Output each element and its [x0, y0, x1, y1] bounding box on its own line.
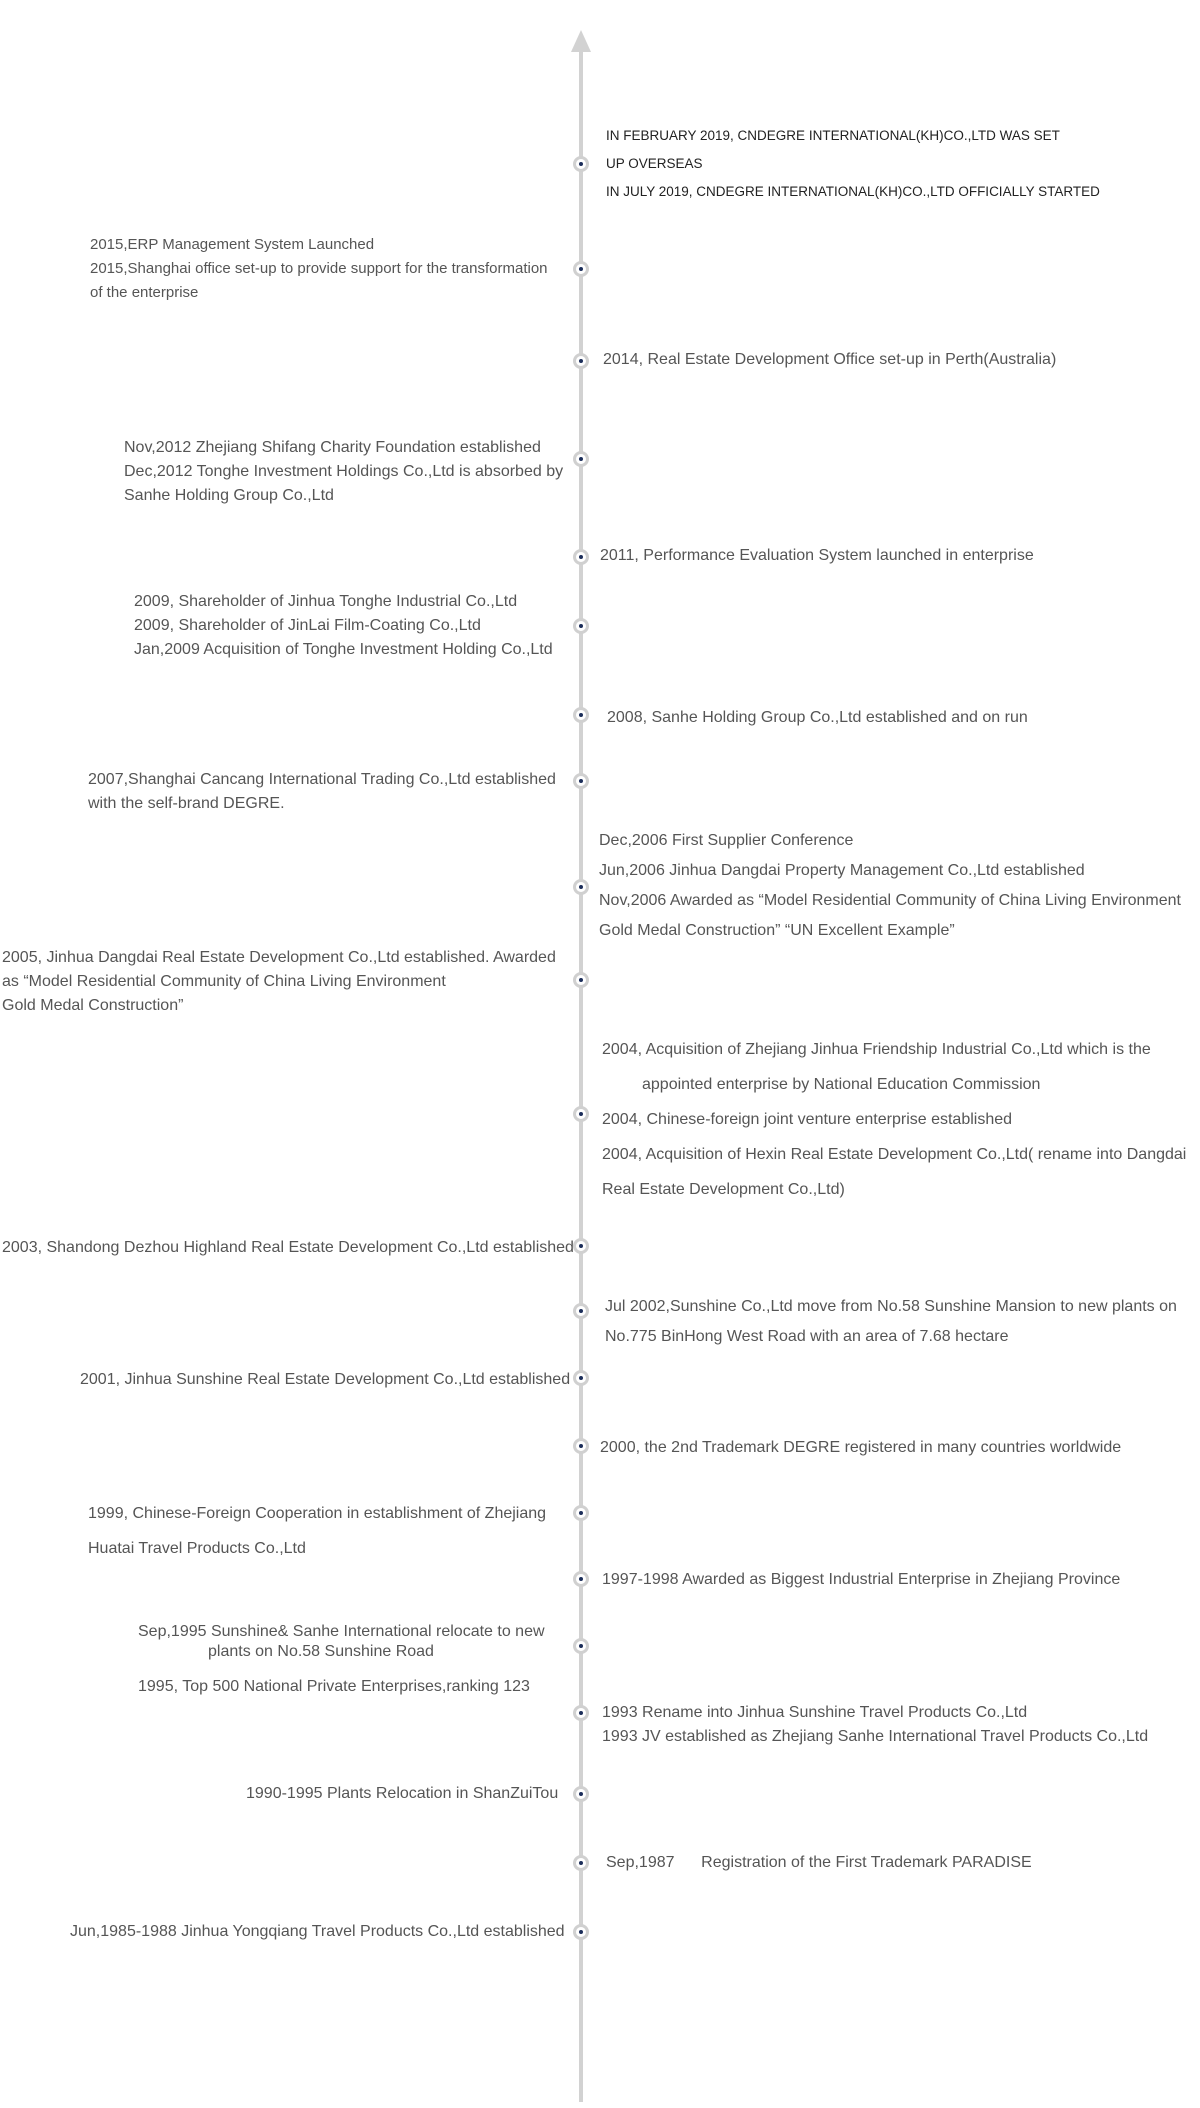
entry-line: 2007,Shanghai Cancang International Trading Co.,Ltd established: [88, 771, 556, 788]
timeline-node: [573, 972, 589, 988]
entry-line: Dec,2012 Tonghe Investment Holdings Co.,Ltd is absorbed by: [124, 463, 564, 480]
timeline-node: [573, 261, 589, 277]
entry-line: 2014, Real Estate Development Office set-up in Perth(Australia): [603, 351, 1057, 368]
timeline-entry-1995: [138, 1622, 545, 1697]
timeline-node: [573, 1786, 589, 1802]
timeline-node: [573, 1705, 589, 1721]
entry-line: 2001, Jinhua Sunshine Real Estate Development Co.,Ltd established: [80, 1371, 571, 1388]
entry-line: 2015,Shanghai office set-up to provide support for the transformation: [90, 260, 548, 277]
timeline-node: [573, 1438, 589, 1454]
timeline-entry-1997: [602, 1568, 1120, 1592]
entry-line: Sanhe Holding Group Co.,Ltd: [124, 487, 334, 504]
entry-line: Nov,2006 Awarded as “Model Residential Community of China Living Environment: [599, 892, 1181, 909]
entry-line: 2000, the 2nd Trademark DEGRE registered in many countries worldwide: [600, 1439, 1122, 1456]
entry-line: as “Model Residential Community of China Living Environment: [2, 973, 446, 990]
entry-line: 2004, Acquisition of Zhejiang Jinhua Friendship Industrial Co.,Ltd which is the: [602, 1041, 1151, 1058]
entry-line: plants on No.58 Sunshine Road: [208, 1643, 434, 1660]
timeline-node: [573, 1106, 589, 1122]
entry-line: Nov,2012 Zhejiang Shifang Charity Foundation established: [124, 439, 541, 456]
entry-line: 2005, Jinhua Dangdai Real Estate Development Co.,Ltd established. Awarded: [2, 949, 556, 966]
timeline-node: [573, 1370, 589, 1386]
timeline-node: [573, 1638, 589, 1654]
timeline-entry-1999: [88, 1496, 546, 1566]
timeline-entry-2000: [600, 1436, 1121, 1460]
entry-line: Jun,1985-1988 Jinhua Yongqiang Travel Products Co.,Ltd established: [70, 1923, 565, 1940]
entry-line: 2004, Acquisition of Hexin Real Estate Development Co.,Ltd( rename into Dangdai: [602, 1146, 1187, 1163]
timeline-node: [573, 773, 589, 789]
entry-line: 2003, Shandong Dezhou Highland Real Estate Development Co.,Ltd established: [2, 1239, 574, 1256]
entry-line: 1995, Top 500 National Private Enterprises,ranking 123: [138, 1678, 530, 1695]
timeline-entry-2009: [134, 590, 553, 662]
timeline-entry-1987: [606, 1851, 1032, 1875]
entry-line: Dec,2006 First Supplier Conference: [599, 832, 854, 849]
entry-line: 2009, Shareholder of JinLai Film-Coating Co.,Ltd: [134, 617, 481, 634]
entry-line: Jul 2002,Sunshine Co.,Ltd move from No.58 Sunshine Mansion to new plants on: [605, 1298, 1177, 1315]
entry-line: 2004, Chinese-foreign joint venture enterprise established: [602, 1111, 1013, 1128]
timeline-entry-2015: [90, 233, 548, 305]
entry-line: Sep,1987 Registration of the First Trademark PARADISE: [606, 1854, 1032, 1871]
timeline-node: [573, 707, 589, 723]
timeline-entry-1990: [246, 1782, 558, 1806]
entry-line: Sep,1995 Sunshine& Sanhe International relocate to new: [138, 1623, 545, 1640]
entry-line: No.775 BinHong West Road with an area of 7.68 hectare: [605, 1328, 1009, 1345]
timeline-entry-2006: [599, 826, 1181, 946]
entry-line: Gold Medal Construction”: [2, 997, 184, 1014]
entry-line: with the self-brand DEGRE.: [88, 795, 285, 812]
entry-line: 2011, Performance Evaluation System launched in enterprise: [600, 547, 1034, 564]
entry-line: 1993 JV established as Zhejiang Sanhe International Travel Products Co.,Ltd: [602, 1728, 1149, 1745]
entry-line: IN JULY 2019, CNDEGRE INTERNATIONAL(KH)CO.,LTD OFFICIALLY STARTED: [606, 184, 1100, 199]
timeline-entry-2012: [124, 436, 563, 508]
entry-line: appointed enterprise by National Education Commission: [642, 1076, 1041, 1093]
timeline-entry-2008: [607, 706, 1028, 730]
timeline-node: [573, 1505, 589, 1521]
timeline-node: [573, 1303, 589, 1319]
timeline-node: [573, 451, 589, 467]
timeline-entry-2002: [605, 1292, 1177, 1352]
timeline-entry-1985: [70, 1920, 565, 1944]
timeline-node: [573, 1855, 589, 1871]
timeline-node: [573, 156, 589, 172]
timeline-node: [573, 1924, 589, 1940]
entry-line: 2009, Shareholder of Jinhua Tonghe Industrial Co.,Ltd: [134, 593, 518, 610]
entry-line: 2015,ERP Management System Launched: [90, 236, 375, 253]
entry-line: 1997-1998 Awarded as Biggest Industrial Enterprise in Zhejiang Province: [602, 1571, 1121, 1588]
entry-line: UP OVERSEAS: [606, 156, 703, 171]
entry-line: 1990-1995 Plants Relocation in ShanZuiTou: [246, 1785, 559, 1802]
timeline-node: [573, 353, 589, 369]
entry-line: 1999, Chinese-Foreign Cooperation in establishment of Zhejiang: [88, 1505, 547, 1522]
timeline-node: [573, 549, 589, 565]
entry-line: of the enterprise: [90, 284, 199, 301]
timeline-entry-2001: [80, 1368, 570, 1392]
timeline-entry-2005: [2, 946, 556, 1018]
timeline-entry-2004: [602, 1032, 1186, 1207]
entry-line: Real Estate Development Co.,Ltd): [602, 1181, 845, 1198]
entry-line: Jan,2009 Acquisition of Tonghe Investment Holding Co.,Ltd: [134, 641, 553, 658]
entry-line: IN FEBRUARY 2019, CNDEGRE INTERNATIONAL(KH)CO.,LTD WAS SET: [606, 128, 1060, 143]
timeline-entry-2007: [88, 768, 556, 816]
timeline-node: [573, 1571, 589, 1587]
timeline-entry-2003: [2, 1236, 574, 1260]
timeline-entry-1993: [602, 1701, 1148, 1749]
entry-line: Jun,2006 Jinhua Dangdai Property Management Co.,Ltd established: [599, 862, 1085, 879]
timeline-node: [573, 1238, 589, 1254]
entry-line: Huatai Travel Products Co.,Ltd: [88, 1540, 306, 1557]
timeline-node: [573, 618, 589, 634]
entry-line: Gold Medal Construction” “UN Excellent Example”: [599, 922, 955, 939]
timeline-entry-2011: [600, 544, 1034, 568]
timeline-node: [573, 879, 589, 895]
entry-line: 1993 Rename into Jinhua Sunshine Travel Products Co.,Ltd: [602, 1704, 1028, 1721]
entry-line: 2008, Sanhe Holding Group Co.,Ltd established and on run: [607, 709, 1028, 726]
timeline-entry-2019: [606, 122, 1100, 206]
timeline-arrow-icon: [571, 30, 591, 52]
timeline-entry-2014: [603, 348, 1056, 372]
